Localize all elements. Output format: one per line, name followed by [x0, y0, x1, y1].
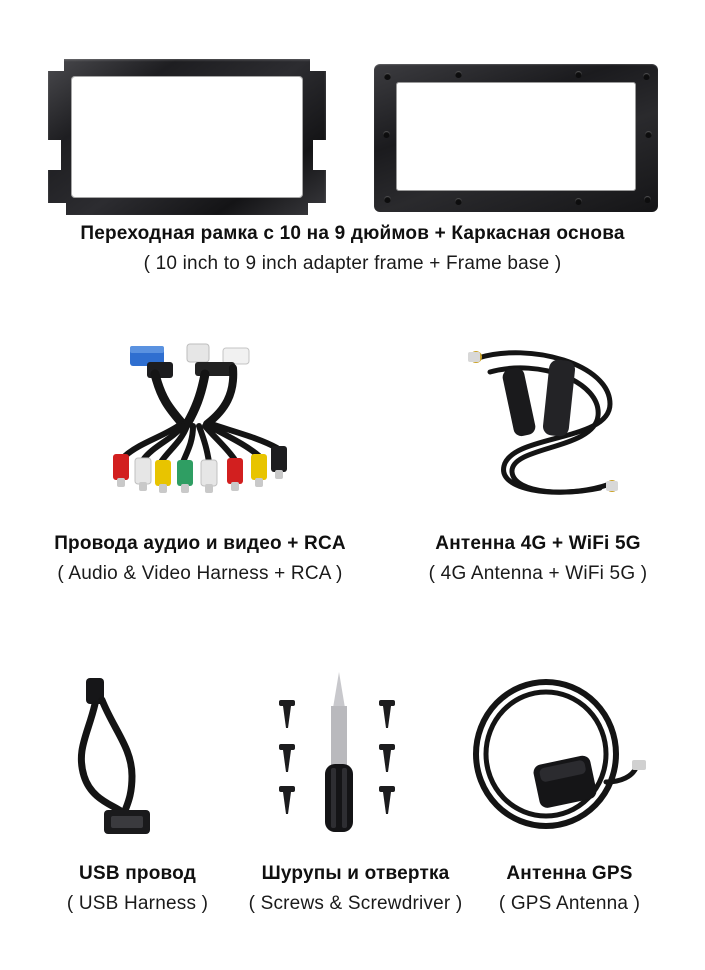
caption-screws [228, 862, 483, 916]
caption-antenna-4g [378, 532, 698, 586]
gps-antenna-icon [460, 664, 650, 849]
frame-notch [308, 203, 326, 215]
screw-hole [575, 71, 582, 78]
frames-image-row [0, 28, 705, 198]
caption-frames [0, 222, 705, 276]
caption-screws-en: ( Screws & Screwdriver ) [248, 892, 463, 914]
screw-hole [575, 198, 582, 205]
screw-hole [644, 196, 651, 203]
frame-notch [48, 203, 66, 215]
caption-gps-ru: Антенна GPS [506, 863, 633, 884]
caption-harness-en: ( Audio & Video Harness + RCA ) [57, 562, 343, 584]
usb-cable-icon [58, 664, 218, 849]
screw-hole [384, 73, 391, 80]
wiring-harness-rca-icon [95, 338, 325, 513]
caption-harness [10, 532, 390, 586]
screw-hole [384, 196, 391, 203]
caption-gps-en: ( GPS Antenna ) [498, 892, 641, 914]
caption-frames-en: ( 10 inch to 9 inch adapter frame + Frame base ) [143, 252, 562, 274]
caption-harness-ru: Провода аудио и видео + RCA [54, 533, 346, 554]
frame-notch [48, 140, 61, 170]
caption-antenna-4g-en: ( 4G Antenna + WiFi 5G ) [428, 562, 648, 584]
caption-frames-ru: Переходная рамка с 10 на 9 дюймов + Каркасная основа [80, 223, 625, 244]
caption-usb [30, 862, 245, 916]
caption-antenna-4g-ru: Антенна 4G + WiFi 5G [435, 533, 641, 554]
section-frames [0, 0, 705, 300]
adapter-frame-glossy-icon [48, 59, 326, 215]
frame-notch [48, 59, 64, 71]
4g-wifi-antenna-icon [460, 338, 675, 513]
section-usb-screws-gps [0, 650, 705, 950]
screw-hole [645, 131, 652, 138]
screw-hole [383, 131, 390, 138]
screw-hole [455, 198, 462, 205]
caption-usb-en: ( USB Harness ) [66, 892, 209, 914]
caption-usb-ru: USB провод [79, 863, 196, 884]
screws-screwdriver-icon [255, 664, 425, 849]
screw-hole [455, 71, 462, 78]
frame-base-matte-icon [374, 64, 658, 212]
caption-gps [462, 862, 677, 916]
section-harness-antenna [0, 320, 705, 600]
frame-notch [313, 140, 326, 170]
caption-screws-ru: Шурупы и отвертка [261, 863, 450, 884]
screw-hole [643, 73, 650, 80]
frame-notch [310, 59, 326, 71]
